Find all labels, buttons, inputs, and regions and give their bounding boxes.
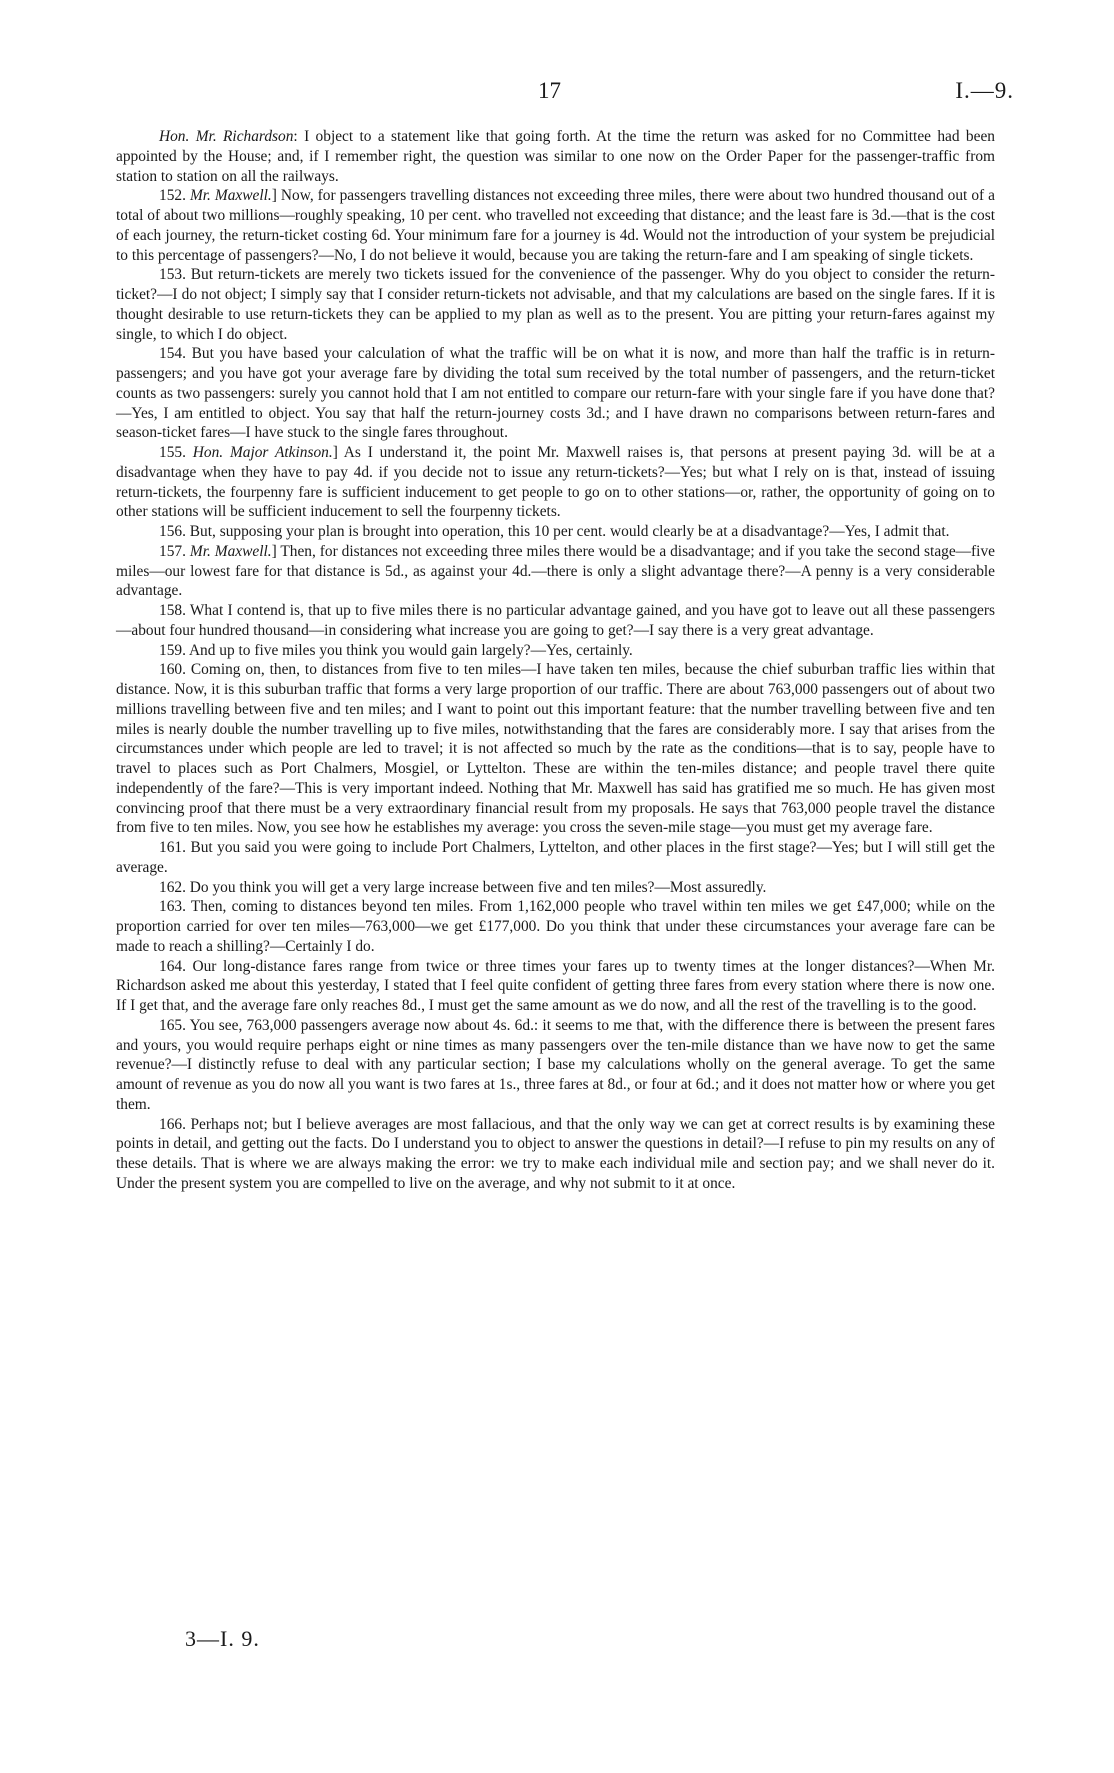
question-number: 152.	[159, 187, 186, 205]
question-number: 162.	[159, 878, 186, 896]
speaker-name: Mr. Maxwell.	[189, 187, 272, 205]
question-number: 164.	[159, 957, 186, 975]
paragraph	[116, 1115, 995, 1194]
document-body	[116, 127, 995, 1194]
signature-mark: 3—I. 9.	[185, 1626, 260, 1651]
question-number: 161.	[159, 839, 186, 856]
question-number: 154.	[159, 345, 186, 363]
question-number: 157.	[159, 542, 186, 560]
page-number: 17	[538, 78, 561, 103]
paragraph-text: Now, for passengers travelling distances not exceeding three miles, there were about two hundred thousand out of a total of about two millions—roughly speaking, 10 per cent. who travelled not exceeding that distance; and the least fare is 3d.—that is the cost of each journey, the return-ticket costing 6d. Your minimum fare for a journey is 4d. Would not the introduction of your system be prejudicial to this percentage of passengers?—No, I do not believe it would, because you are taking the return-fare and I am speaking of single tickets.	[116, 187, 995, 264]
paragraph	[116, 957, 995, 1016]
paragraph-text: But return-tickets are merely two tickets issued for the convenience of the passenger. Why do you object to consider the return-ticket?—I do not object; I simply say that I consider return-tickets not advisable, and that my calculations are based on the single fares. If it is thought desirable to use return-tickets they can be applied to my plan as well as to the present. You are pitting your return-fares against my single, to which I do object.	[116, 266, 995, 343]
speaker-separator: ]	[271, 187, 281, 205]
speaker-separator: ]	[332, 444, 344, 461]
paragraph-text: Coming on, then, to distances from five to ten miles—I have taken ten miles, because the chief suburban traffic lies within that distance. Now, it is this suburban traffic that forms a very large proportion of our traffic. There are about 763,000 passengers out of about two millions travelling between five and ten miles; and I want to point out this important feature: that the number travelling between five and ten miles is nearly double the number travelling up to five miles, notwithstanding that the fares are considerably more. I say that arises from the circumstances under which people are led to travel; it is not affected so much by the rate as the conditions—that is to say, people have to travel to places such as Port Chalmers, Mosgiel, or Lyttelton. These are within the ten-miles distance; and people travel there quite independently of the fare?—This is very important indeed. Nothing that Mr. Maxwell has said has gratified me so much. He has given most convincing proof that there must be a very extraordinary financial result from my proposals. He says that 763,000 people travel the distance from five to ten miles. Now, you see how he establishes my average: you cross the seven-mile stage—you must get my average fare.	[116, 661, 995, 837]
speaker-separator: :	[293, 128, 305, 145]
question-number: 160.	[159, 661, 186, 679]
question-number: 165.	[159, 1016, 186, 1034]
paragraph	[116, 265, 995, 344]
paragraph	[116, 186, 995, 265]
paragraph	[116, 878, 995, 898]
paragraph	[116, 127, 995, 186]
question-number: 163.	[159, 898, 186, 916]
paragraph-text: Do you think you will get a very large increase between five and ten miles?—Most assuredly.	[189, 878, 767, 896]
paragraph-text: I object to a statement like that going forth. At the time the return was asked for no Committee had been appointed by the House; and, if I remember right, the question was similar to one now on the Order Paper for the passenger-traffic from station to station on all the railways.	[116, 128, 995, 185]
paragraph	[116, 660, 995, 838]
paragraph	[116, 522, 995, 542]
paragraph-text: But, supposing your plan is brought into operation, this 10 per cent. would clearly be at a disadvantage?—Yes, I admit that.	[189, 523, 950, 540]
paragraph-text: Then, for distances not exceeding three miles there would be a disadvantage; and if you take the second stage—five miles—our lowest fare for that distance is 5d., as against your 4d.—there is only a slight advantage there?—A penny is a very considerable advantage.	[116, 542, 995, 600]
paragraph	[116, 897, 995, 956]
speaker-separator: ]	[271, 542, 281, 560]
question-number: 155.	[159, 444, 186, 461]
paragraph-text: But you said you were going to include Port Chalmers, Lyttelton, and other places in the first stage?—Yes; but I will still get the average.	[116, 839, 995, 876]
paragraph-text: Perhaps not; but I believe averages are most fallacious, and that the only way we can get at correct results is by examining these points in detail, and getting out the facts. Do I understand you to object to answer the questions in detail?—I refuse to pin my results on any of these details. That is where we are always making the error: we try to make each individual mile and section pay; and we shall never do it. Under the present system you are compelled to live on the average, and why not submit to it at once.	[116, 1115, 995, 1192]
question-number: 166.	[159, 1115, 186, 1133]
paragraph-text: As I understand it, the point Mr. Maxwell raises is, that persons at present paying 3d. will be at a disadvantage when they have to pay 4d. if you decide not to issue any return-tickets?—Yes; but what I rely on is that, instead of issuing return-tickets, the fourpenny fare is sufficient inducement to get people to go on to other stations—or, rather, the opportunity of going on to other stations will be sufficient inducement to sell the fourpenny tickets.	[116, 444, 995, 521]
paragraph-text: And up to five miles you think you would gain largely?—Yes, certainly.	[188, 641, 633, 659]
paragraph-text: But you have based your calculation of what the traffic will be on what it is now, and more than half the traffic is in return-passengers; and you have got your average fare by dividing the total sum received by the total number of passengers, and the return-ticket counts as two passengers: surely you cannot hold that I am not entitled to compare our return-fare with your single fare if you have done that?—Yes, I am entitled to object. You say that half the return-journey costs 3d.; and I have drawn no comparisons between return-fares and season-ticket fares—I have stuck to the single fares throughout.	[116, 345, 995, 442]
paragraph-text: What I contend is, that up to five miles there is no particular advantage gained, and you have got to leave out all these passengers—about four hundred thousand—in considering what increase you are going to get?—I say there is a very great advantage.	[116, 602, 995, 639]
question-number: 153.	[159, 266, 186, 284]
question-number: 156.	[159, 523, 186, 540]
paragraph	[116, 542, 995, 601]
paragraph	[116, 1016, 995, 1115]
document-reference: I.—9.	[955, 78, 1014, 103]
speaker-name: Mr. Maxwell.	[189, 542, 272, 560]
paragraph-text: You see, 763,000 passengers average now about 4s. 6d.: it seems to me that, with the difference there is between the present fares and yours, you would require perhaps eight or nine times as many passengers over the ten-mile distance than we have now to get the same revenue?—I distinctly refuse to deal with any particular section; I base my calculations wholly on the general average. To get the same amount of revenue as you do now all you want is two fares at 1s., three fares at 8d., or four at 6d.; and it does not matter how or where you get them.	[116, 1016, 996, 1113]
paragraph	[116, 641, 995, 661]
question-number: 159.	[159, 641, 186, 659]
paragraph-text: Then, coming to distances beyond ten miles. From 1,162,000 people who travel within ten miles we get £47,000; while on the proportion carried for over ten miles—763,000—we get £177,000. Do you think that under these circumstances your average fare can be made to reach a shilling?—Certainly I do.	[116, 898, 995, 955]
paragraph	[116, 838, 995, 878]
paragraph	[116, 443, 995, 522]
paragraph-text: Our long-distance fares range from twice or three times your fares up to twenty times at the longer distances?—When Mr. Richardson asked me about this yesterday, I stated that I feel quite confident of getting three fares from every station where there is now one. If I get that, and the average fare only reaches 8d., I must get the same amount as we do now, and all the rest of the travelling is to the good.	[116, 957, 995, 1014]
paragraph	[116, 601, 995, 641]
question-number: 158.	[159, 602, 186, 619]
speaker-name: Hon. Mr. Richardson	[159, 128, 294, 145]
speaker-name: Hon. Major Atkinson.	[192, 444, 333, 461]
page-header	[0, 78, 1114, 112]
paragraph	[116, 344, 995, 443]
